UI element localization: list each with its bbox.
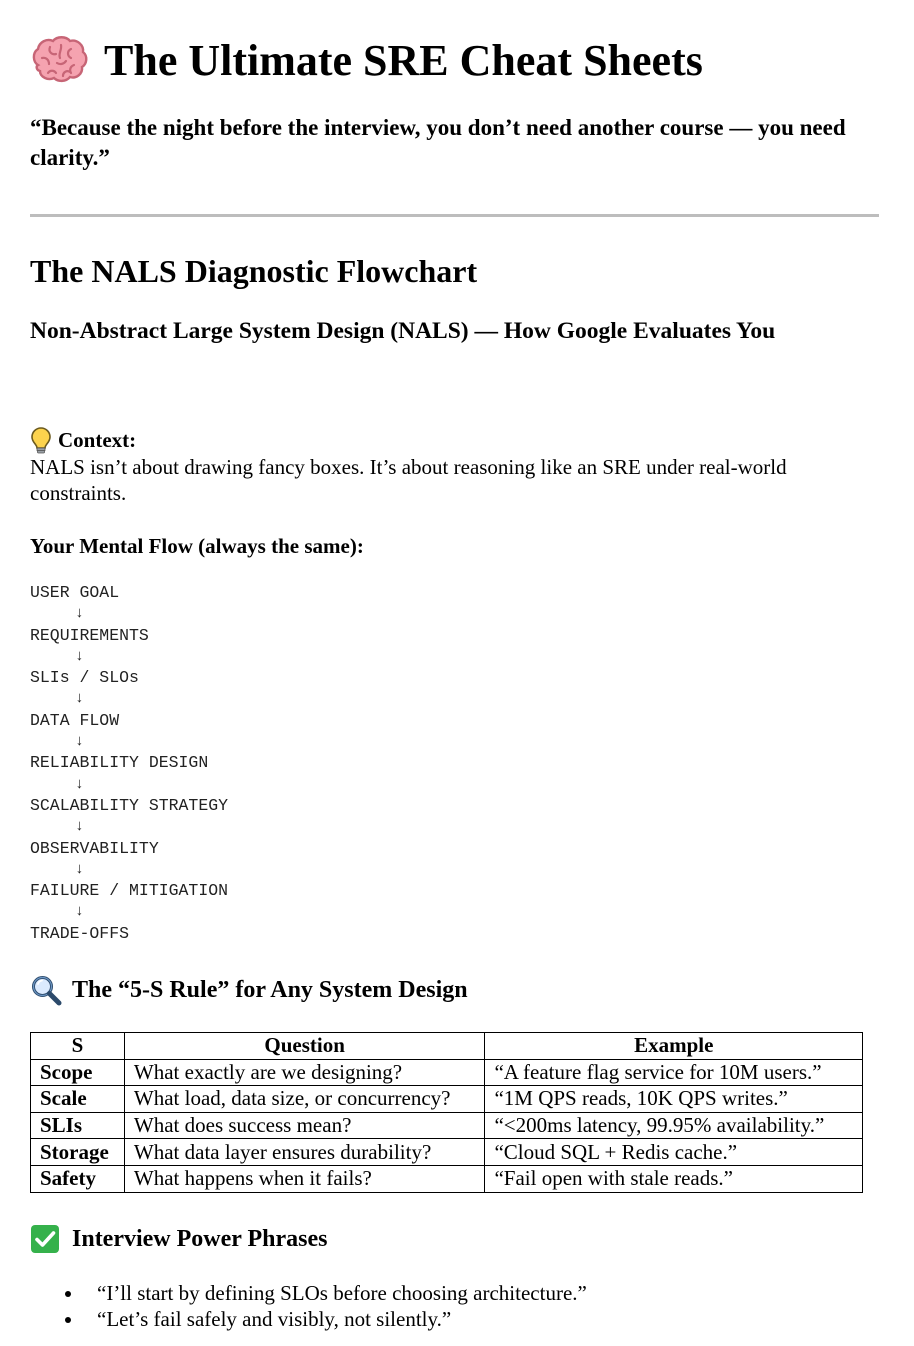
mental-flow-diagram: [30, 582, 228, 944]
example-cell: “Fail open with stale reads.”: [485, 1165, 863, 1192]
question-cell: What does success mean?: [124, 1112, 485, 1139]
flow-step: OBSERVABILITY: [30, 838, 159, 858]
horizontal-divider: [30, 214, 879, 217]
table-row: [31, 1139, 863, 1166]
question-cell: What data layer ensures durability?: [124, 1139, 485, 1166]
magnifier-icon: [30, 974, 62, 1006]
nals-subheading: Non-Abstract Large System Design (NALS) — How Google Evaluates You: [30, 318, 776, 344]
example-cell: “1M QPS reads, 10K QPS writes.”: [485, 1086, 863, 1113]
power-phrases-heading-text: Interview Power Phrases: [72, 1226, 328, 1252]
table-row: [31, 1112, 863, 1139]
flow-step: SCALABILITY STRATEGY: [30, 795, 229, 815]
power-phrases-list: [30, 1280, 587, 1332]
five-s-table: [30, 1032, 863, 1193]
column-header: Example: [485, 1033, 863, 1060]
lightbulb-icon: [30, 426, 52, 454]
context-label: Context:: [58, 428, 137, 452]
down-arrow-icon: ↓: [75, 733, 85, 751]
s-cell: Scope: [31, 1059, 125, 1086]
five-s-heading-text: The “5-S Rule” for Any System Design: [72, 977, 468, 1003]
down-arrow-icon: ↓: [75, 903, 85, 921]
down-arrow-icon: ↓: [75, 647, 85, 665]
question-cell: What load, data size, or concurrency?: [124, 1086, 485, 1113]
table-row: [31, 1165, 863, 1192]
list-item: “Let’s fail safely and visibly, not silently.”: [30, 1306, 587, 1332]
s-cell: Safety: [31, 1165, 125, 1192]
list-item: “I’ll start by defining SLOs before choosing architecture.”: [30, 1280, 587, 1306]
flow-step: TRADE-OFFS: [30, 923, 130, 943]
flow-step: REQUIREMENTS: [30, 625, 149, 645]
down-arrow-icon: ↓: [75, 605, 85, 623]
down-arrow-icon: ↓: [75, 775, 85, 793]
column-header: S: [31, 1033, 125, 1060]
context-heading: [30, 426, 136, 454]
example-cell: “A feature flag service for 10M users.”: [485, 1059, 863, 1086]
context-text: NALS isn’t about drawing fancy boxes. It’s about reasoning like an SRE under real-world constraints.: [30, 455, 787, 505]
flow-step: FAILURE / MITIGATION: [30, 881, 229, 901]
flow-step: RELIABILITY DESIGN: [30, 753, 209, 773]
s-cell: Storage: [31, 1139, 125, 1166]
flow-step: DATA FLOW: [30, 710, 120, 730]
s-cell: Scale: [31, 1086, 125, 1113]
down-arrow-icon: ↓: [75, 860, 85, 878]
five-s-heading: [30, 973, 468, 1007]
intro-quote: “Because the night before the interview, you don’t need another course — you need clarity.”: [30, 115, 846, 170]
power-phrases-heading: [30, 1222, 328, 1256]
table-row: [31, 1086, 863, 1113]
question-cell: What exactly are we designing?: [124, 1059, 485, 1086]
table-header-row: [31, 1033, 863, 1060]
flow-step: USER GOAL: [30, 583, 120, 602]
nals-heading: The NALS Diagnostic Flowchart: [30, 253, 478, 289]
brain-icon: [30, 35, 88, 87]
page-title: The Ultimate SRE Cheat Sheets: [104, 36, 703, 85]
title-row: [30, 30, 703, 92]
table-row: [31, 1059, 863, 1086]
down-arrow-icon: ↓: [75, 690, 85, 708]
question-cell: What happens when it fails?: [124, 1165, 485, 1192]
example-cell: “Cloud SQL + Redis cache.”: [485, 1139, 863, 1166]
column-header: Question: [124, 1033, 485, 1060]
example-cell: “<200ms latency, 99.95% availability.”: [485, 1112, 863, 1139]
check-mark-icon: [30, 1224, 60, 1254]
s-cell: SLIs: [31, 1112, 125, 1139]
mental-flow-heading: Your Mental Flow (always the same):: [30, 534, 364, 558]
down-arrow-icon: ↓: [75, 818, 85, 836]
flow-step: SLIs / SLOs: [30, 668, 139, 688]
